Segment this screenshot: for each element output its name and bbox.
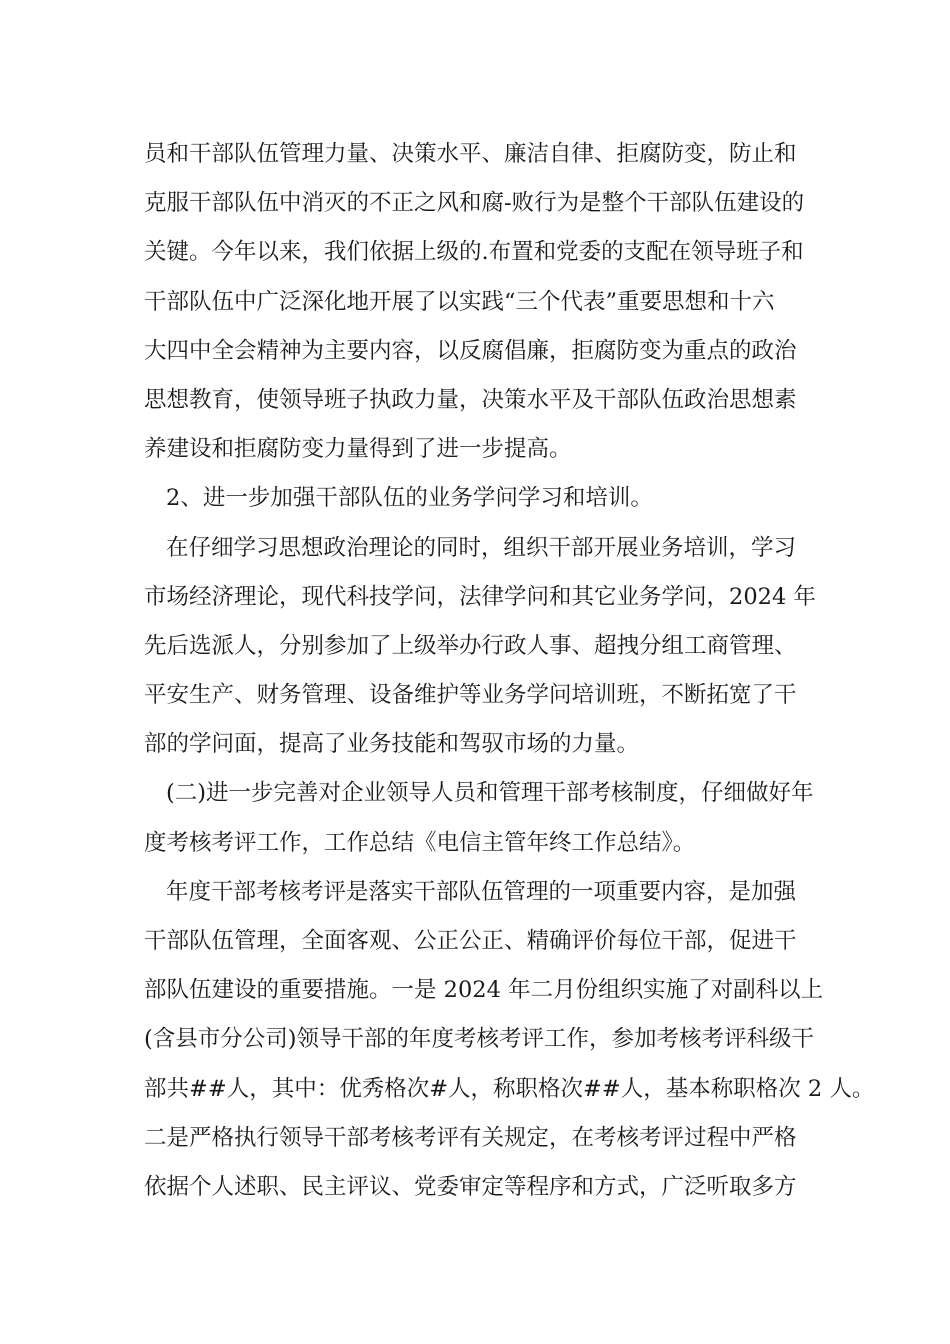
text-line: 部共##人，其中：优秀格次#人，称职格次##人，基本称职格次 2 人。 bbox=[144, 1075, 875, 1102]
text-line: 在仔细学习思想政治理论的同时，组织干部开展业务培训，学习 bbox=[166, 534, 797, 561]
text-line: 员和干部队伍管理力量、决策水平、廉洁自律、拒腐防变，防止和 bbox=[144, 141, 797, 167]
body-text bbox=[144, 130, 875, 1212]
text-line: 度考核考评工作，工作总结《电信主管年终工作总结》。 bbox=[144, 829, 696, 856]
text-line: 平安生产、财务管理、设备维护等业务学问培训班，不断拓宽了干 bbox=[144, 682, 797, 709]
section-heading: 2、进一步加强干部队伍的业务学问学习和培训。 bbox=[166, 485, 653, 512]
text-line: 先后选派人，分别参加了上级举办行政人事、超拽分组工商管理、 bbox=[144, 632, 797, 659]
text-line: 大四中全会精神为主要内容，以反腐倡廉，拒腐防变为重点的政治 bbox=[144, 337, 797, 364]
text-line: 部队伍建设的重要措施。一是 2024 年二月份组织实施了对副科以上 bbox=[144, 977, 824, 1004]
text-line: 部的学问面，提高了业务技能和驾驭市场的力量。 bbox=[144, 731, 640, 758]
text-line: 干部队伍中广泛深化地开展了以实践“三个代表”重要思想和十六 bbox=[144, 288, 775, 315]
text-line: 养建设和拒腐防变力量得到了进一步提高。 bbox=[144, 436, 572, 463]
text-line: 干部队伍管理，全面客观、公正公正、精确评价每位干部，促进干 bbox=[144, 928, 797, 954]
text-line: 二是严格执行领导干部考核考评有关规定，在考核考评过程中严格 bbox=[144, 1124, 797, 1151]
text-line: 市场经济理论，现代科技学问，法律学问和其它业务学问，2024 年 bbox=[144, 583, 816, 610]
text-line: 年度干部考核考评是落实干部队伍管理的一项重要内容，是加强 bbox=[166, 878, 797, 905]
text-line: 关键。今年以来，我们依据上级的.布置和党委的支配在领导班子和 bbox=[144, 239, 804, 266]
section-heading: (二)进一步完善对企业领导人员和管理干部考核制度，仔细做好年 bbox=[166, 780, 814, 807]
text-line: (含县市分公司)领导干部的年度考核考评工作，参加考核考评科级干 bbox=[144, 1026, 815, 1053]
text-line: 依据个人述职、民主评议、党委审定等程序和方式，广泛听取多方 bbox=[144, 1173, 797, 1200]
text-line: 克服干部队伍中消灭的不正之风和腐-败行为是整个干部队伍建设的 bbox=[144, 190, 805, 217]
text-line: 思想教育，使领导班子执政力量，决策水平及干部队伍政治思想素 bbox=[144, 386, 797, 413]
